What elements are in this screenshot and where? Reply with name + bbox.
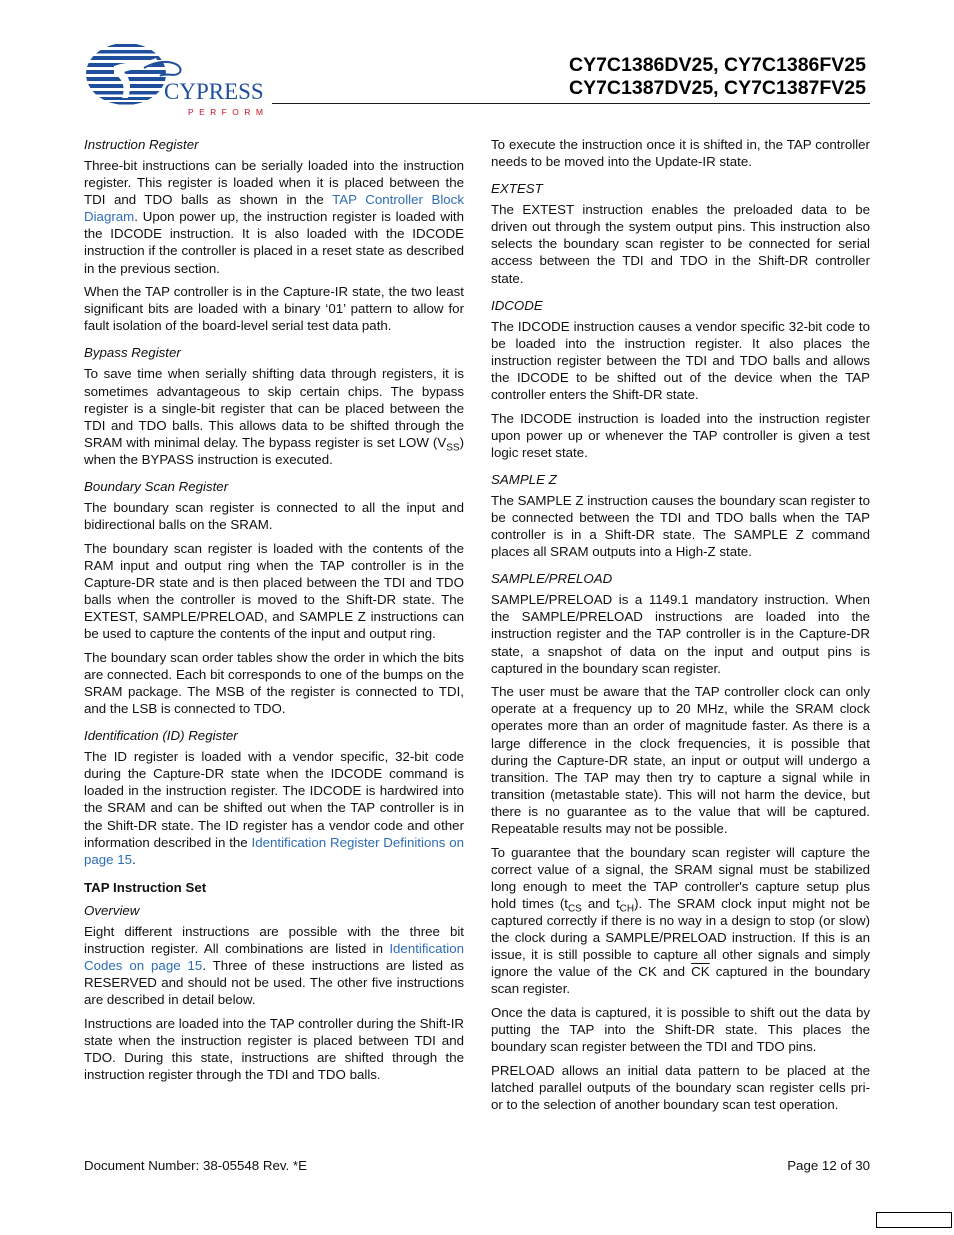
paragraph: The boundary scan register is connected to all the input and bidirectional balls on the SRAM. [84,500,464,533]
heading-boundary-scan-register: Boundary Scan Register [84,479,229,494]
title-line-2: CY7C1387DV25, CY7C1387FV25 [568,77,866,99]
paragraph: The SAMPLE Z instruction causes the boundary scan register to be connected between the TDI and TDO balls when the TAP controller is in a Shift-DR state. The SAMPLE Z command places all SRAM outputs into a High-Z state. [491,492,870,560]
paragraph: Instructions are loaded into the TAP controller during the Shift-IR state when the instruction register is placed between TDI and TDO. During this state, instructions are shifted through the instruction register through the TDI and TDO balls. [84,1015,464,1083]
heading-instruction-register: Instruction Register [84,137,199,152]
paragraph: SAMPLE/PRELOAD is a 1149.1 mandatory instruction. When the SAMPLE/PRELOAD instructions are loaded into the instruction register and the TAP controller is in the Capture-DR state, a snapshot of data on the input and output pins is captured in the boundary scan register. [491,592,870,676]
paragraph: To execute the instruction once it is shifted in, the TAP controller needs to be moved into the Update-IR state. [491,137,870,170]
page-title [569,54,866,100]
left-column [84,136,464,1090]
cypress-logo [84,42,266,118]
right-column [491,136,870,1120]
heading-extest: EXTEST [491,181,543,197]
paragraph: The boundary scan register is loaded with the contents of the RAM input and output ring when the TAP controller is in the Capture-DR state and is then placed between the TDI and TDO balls when the controller is moved to the Shift-DR state. The EXTEST, SAMPLE/PRELOAD, and SAMPLE Z instructions can be used to capture the contents of the input and output ring. [84,540,464,642]
cypress-logo-icon [84,42,266,118]
link-identification-register-definitions[interactable]: Identification Register Definitions on page 15 [84,834,464,867]
heading-sample-z: SAMPLE Z [491,471,557,487]
paragraph: The EXTEST instruction enables the preloaded data to be driven out through the system output pins. This instruction also selects the boundary scan register to be connected for serial access between the TDI and TDO in the Shift-DR controller state. [491,202,870,286]
paragraph: The user must be aware that the TAP controller clock can only operate at a frequency up to 20 MHz, while the SRAM clock operates more than an order of magnitude faster. As there is a large difference in the clock frequencies, it is possible that during the Capture-DR state, an input or output will undergo a transition. The TAP may then try to capture a signal while in transition (metastable state). This will not harm the device, but there is no guarantee as to the value that will be captured. Repeatable results may not be possible. [491,684,870,836]
paragraph: PRELOAD allows an initial data pattern to be placed at the latched parallel outputs of the boundary scan register cells pri- or to the selection of another boundary scan test operation. [491,1062,870,1112]
heading-overview: Overview [84,902,140,918]
heading-identification-register: Identification (ID) Register [84,728,238,744]
page-number: Page 12 of 30 [787,1158,870,1173]
paragraph: When the TAP controller is in the Capture-IR state, the two least significant bits are loaded with a binary ‘01’ pattern to allow for fault isolation of the board-level serial test data path. [84,284,464,334]
document-number: Document Number: 38-05548 Rev. *E [84,1158,307,1173]
paragraph: The IDCODE instruction is loaded into the instruction register upon power up or whenever the TAP controller is given a test logic reset state. [491,410,870,460]
heading-bypass-register: Bypass Register [84,345,181,361]
heading-sample-preload: SAMPLE/PRELOAD [491,571,613,587]
paragraph: Once the data is captured, it is possible to shift out the data by putting the TAP into the Shift-DR state. This places the boundary scan register between the TDI and TDO pins. [491,1004,870,1055]
feedback-button[interactable] [876,1212,952,1228]
heading-idcode: IDCODE [491,297,543,313]
paragraph: Three-bit instructions can be serially loaded into the instruction register. This register is loaded when it is placed between the TDI and TDO balls as shown in the TAP Controller Block Diagram. Upon power up, the instruction register is loaded with the IDCODE instruction. It is also loaded with the IDCODE instruction if the controller is placed in a reset state as described in the previous section. [84,158,464,276]
paragraph: The boundary scan order tables show the order in which the bits are connected. Each bit corresponds to one of the bumps on the SRAM package. The MSB of the register is connected to TDI, and the LSB is connected to TDO. [84,649,464,717]
svg-text:PERFORM: PERFORM [188,107,266,117]
header-rule [272,103,870,104]
paragraph: To save time when serially shifting data through registers, it is sometimes advantageous to skip certain chips. The bypass register is a single-bit register that can be placed between the TDI and TDO balls. This allows data to be shifted through the SRAM with minimal delay. The bypass register is set LOW $(V_{SS})$ when the BYPASS instruction is executed. [84,366,464,467]
paragraph: Eight different instructions are possible with the three bit instruction register. All combinations are listed in Identification Codes on page 15. Three of these instructions are listed as RESERVED and should not be used. The other five instructions are described in detail below. [84,923,464,1008]
paragraph: The ID register is loaded with a vendor specific, 32-bit code during the Capture-DR state when the IDCODE command is loaded in the instruction register. The IDCODE is hardwired into the SRAM and can be shifted out when the TAP controller is in the Shift-DR state. The ID register has a vendor code and other information described in the Identification Register Definitions on page 15. [84,749,464,867]
svg-text:CYPRESS: CYPRESS [164,79,264,104]
paragraph: The IDCODE instruction causes a vendor specific 32-bit code to be loaded into the instruction register. It also places the instruction register between the TDI and TDO balls and allows the IDCODE to be shifted out of the device when the TAP controller enters the Shift-DR state. [491,318,870,403]
link-tap-controller-block-diagram[interactable]: TAP Controller Block Diagram [84,192,464,225]
link-identification-codes[interactable]: Identification Codes on page 15 [84,940,464,973]
heading-tap-instruction-set: TAP Instruction Set [84,879,207,895]
paragraph: To guarantee that the boundary scan register will capture the correct value of a signal, the SRAM signal must be stabilized long enough to meet the TAP controller's capture setup plus hold times ($t_{CS}$ and $t_{CH}$). The SRAM clock input might not be captured correctly if there is no way in a design to stop (or slow) the clock during a SAMPLE/PRELOAD instruction. If this is an issue, it is still possible to capture all other signals and simply ignore the value of the CK and $\overline{CK}$ captured in the boundary scan register. [491,844,871,997]
title-line-1: CY7C1386DV25, CY7C1386FV25 [568,54,866,76]
